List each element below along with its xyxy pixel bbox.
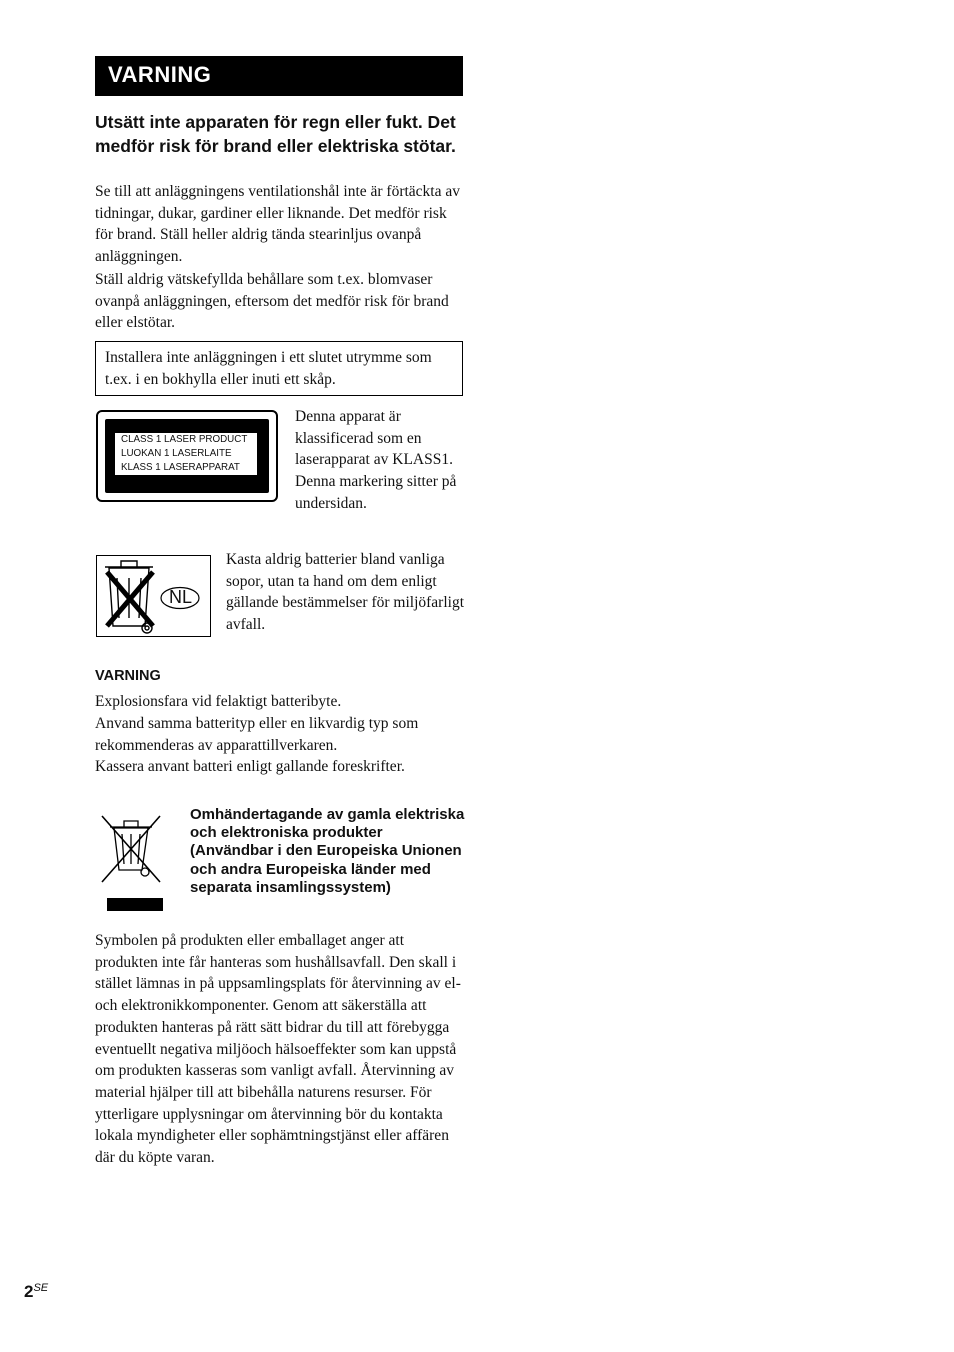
battery-warning-title: VARNING (95, 668, 161, 684)
laser-label-line-3: KLASS 1 LASERAPPARAT (121, 462, 240, 473)
battery-warning-line-1: Explosionsfara vid felaktigt batteribyte. (95, 693, 342, 710)
weee-bin-icon (98, 810, 166, 914)
banner-title: VARNING (108, 62, 212, 87)
liquids-paragraph: Ställ aldrig vätskefyllda behållare som t.ex. blomvaser ovanpå anläggningen, eftersom det medför risk för brand eller elstötar. (95, 271, 449, 332)
battery-disposal-symbol (96, 555, 211, 637)
installation-notice-text: Installera inte anläggningen i ett slutet utrymme som t.ex. i en bokhylla eller inuti ett skåp. (105, 349, 432, 388)
weee-body: Symbolen på produkten eller emballaget anger att produkten inte får hanteras som hushållsavfall. Den skall i stället lämnas in på uppsamlingsplats för återvinning av el- och elektronikkomponenter. Genom att säkerställa att produkten hanteras på rätt sätt bidrar du till att förebygga eventuellt negativa miljöoch hälsoeffekter som kan uppstå om produkten kasseras som vanligt avfall. Återvinning av material hjälper till att bibehålla naturens resurser. För ytterligare upplysningar om återvinning bör du kontakta lokala myndigheter eller sophämtningstjänst eller affären där du köpte varan. (95, 932, 461, 1167)
battery-warning-line-2: Anvand samma batterityp eller en likvardig typ som rekommenderas av apparattillverkaren. (95, 715, 419, 754)
nl-badge-text: NL (169, 587, 193, 607)
installation-notice-box (95, 341, 463, 396)
weee-title: Omhändertagande av gamla elektriska och elektroniska produkter (Användbar i den Europeiska Unionen och andra Europeiska länder med separata insamlingssystem) (190, 806, 465, 896)
battery-warning-line-3: Kassera anvant batteri enligt gallande foreskrifter. (95, 758, 405, 775)
page-number-suffix: SE (33, 1282, 49, 1294)
laser-label-line-1: CLASS 1 LASER PRODUCT (121, 434, 248, 445)
ventilation-paragraph: Se till att anläggningens ventilationshål inte är förtäckta av tidningar, dukar, gardiner eller liknande. Det medför risk för brand. Ställ heller aldrig tända stearinljus ovanpå anläggningen. (95, 183, 460, 266)
laser-description: Denna apparat är klassificerad som en laserapparat av KLASS1. Denna markering sitter på undersidan. (295, 408, 457, 512)
laser-label-line-2: LUOKAN 1 LASERLAITE (121, 448, 232, 459)
laser-class-label (96, 410, 278, 502)
battery-description: Kasta aldrig batterier bland vanliga sopor, utan ta hand om dem enligt gällande bestämmelser för miljöfarligt avfall. (226, 551, 465, 634)
page-number-value: 2 (24, 1282, 34, 1301)
main-heading: Utsätt inte apparaten för regn eller fukt. Det medför risk för brand eller elektriska stötar. (95, 112, 456, 156)
warning-banner (95, 56, 463, 96)
page-number (24, 1282, 48, 1302)
